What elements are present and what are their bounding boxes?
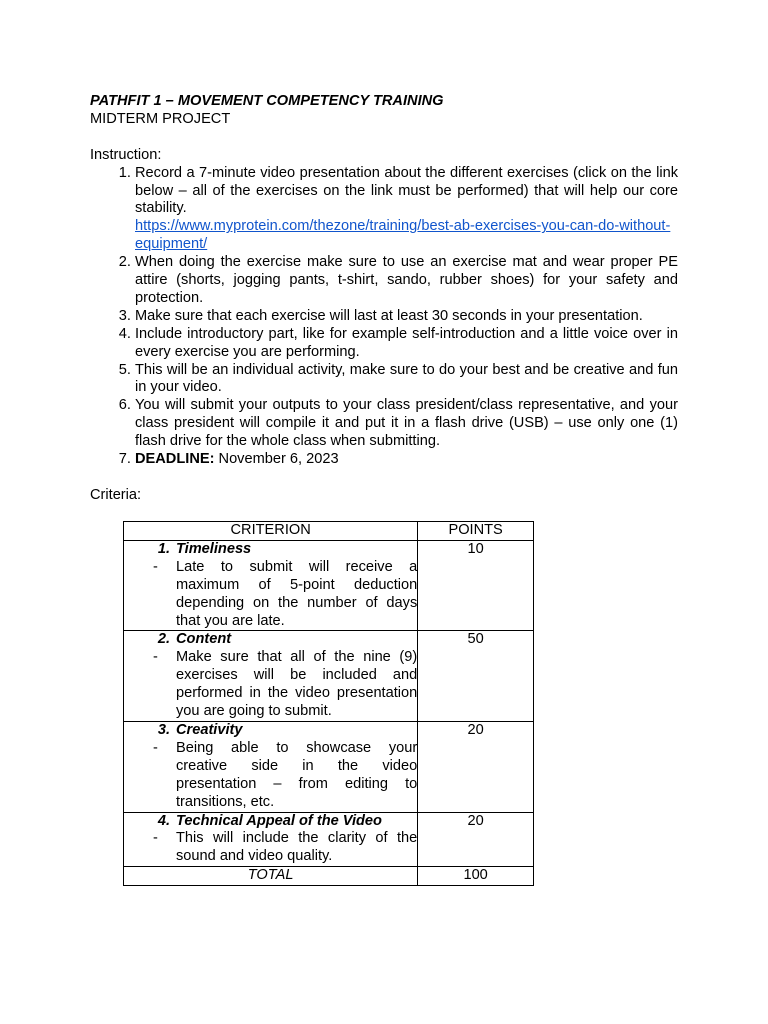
total-points: 100 [418,867,534,886]
bullet-dash: - [153,558,158,575]
instruction-text: Include introductory part, like for example self-introduction and a little voice over in every exercise you are performing. [135,325,678,360]
points-cell: 10 [418,540,534,631]
criterion-cell [124,540,418,631]
criterion-name: Technical Appeal of the Video [176,812,382,829]
instruction-text: This will be an individual activity, make sure to do your best and be creative and fun in your video. [135,361,678,396]
table-header-row [124,522,534,541]
points-cell: 20 [418,721,534,812]
criteria-table [123,521,534,886]
instruction-item-3 [135,308,678,326]
document-subtitle: MIDTERM PROJECT [90,110,231,127]
document-page [90,93,678,884]
criterion-name: Creativity [176,721,243,738]
points-cell: 20 [418,812,534,867]
table-row [124,721,534,812]
instruction-item-2 [135,254,678,308]
spacer [90,469,678,487]
points-cell: 50 [418,631,534,722]
table-row [124,631,534,722]
total-row [124,867,534,886]
criterion-number: 1. [157,540,170,557]
criterion-description: Late to submit will receive a maximum of 5-point deduction depending on the number of days that you are late. [176,558,418,629]
total-label: TOTAL [124,867,418,886]
instruction-list [90,165,678,469]
instruction-item-5 [135,362,678,398]
criterion-description: This will include the clarity of the sound and video quality. [176,830,418,865]
criteria-label: Criteria: [90,486,142,503]
document-title: PATHFIT 1 – MOVEMENT COMPETENCY TRAINING [90,93,444,109]
bullet-dash: - [153,649,158,666]
bullet-dash: - [153,739,158,756]
criterion-number: 3. [157,721,170,738]
criterion-number: 4. [157,812,170,829]
criterion-header: CRITERION [124,522,418,541]
criterion-name: Content [176,631,232,648]
bullet-dash: - [153,830,158,847]
table-row [124,812,534,867]
deadline-date: November 6, 2023 [214,451,339,468]
criterion-cell [124,812,418,867]
exercise-link[interactable]: https://www.myprotein.com/thezone/training/best-ab-exercises-you-can-do-without-equipment/ [135,218,671,253]
criterion-cell [124,631,418,722]
spacer [90,129,678,147]
criterion-description: Make sure that all of the nine (9) exercises will be included and performed in the video presentation you are going to submit. [176,649,418,720]
instruction-item-1 [135,165,678,255]
criterion-number: 2. [157,631,170,648]
instruction-item-4 [135,326,678,362]
instruction-item-6 [135,397,678,451]
deadline-label: DEADLINE: [135,451,215,468]
criterion-cell [124,721,418,812]
instruction-text: You will submit your outputs to your class president/class representative, and your class president will compile it and put it in a flash drive (USB) – use only one (1) flash drive for the whole class when submitting. [135,397,678,450]
instruction-text: Record a 7-minute video presentation about the different exercises (click on the link below – all of the exercises on the link must be performed) that will help our core stability. [135,164,678,217]
criterion-name: Timeliness [176,540,252,557]
instruction-text: When doing the exercise make sure to use an exercise mat and wear proper PE attire (shorts, jogging pants, t-shirt, sando, rubber shoes) for your safety and protection. [135,254,678,306]
instruction-item-7 [135,451,678,469]
points-header: POINTS [418,522,534,541]
criterion-description: Being able to showcase your creative side in the video presentation – from editing to transitions, etc. [176,739,418,810]
instruction-text: Make sure that each exercise will last at least 30 seconds in your presentation. [135,307,643,324]
table-row [124,540,534,631]
instruction-label: Instruction: [90,146,162,163]
